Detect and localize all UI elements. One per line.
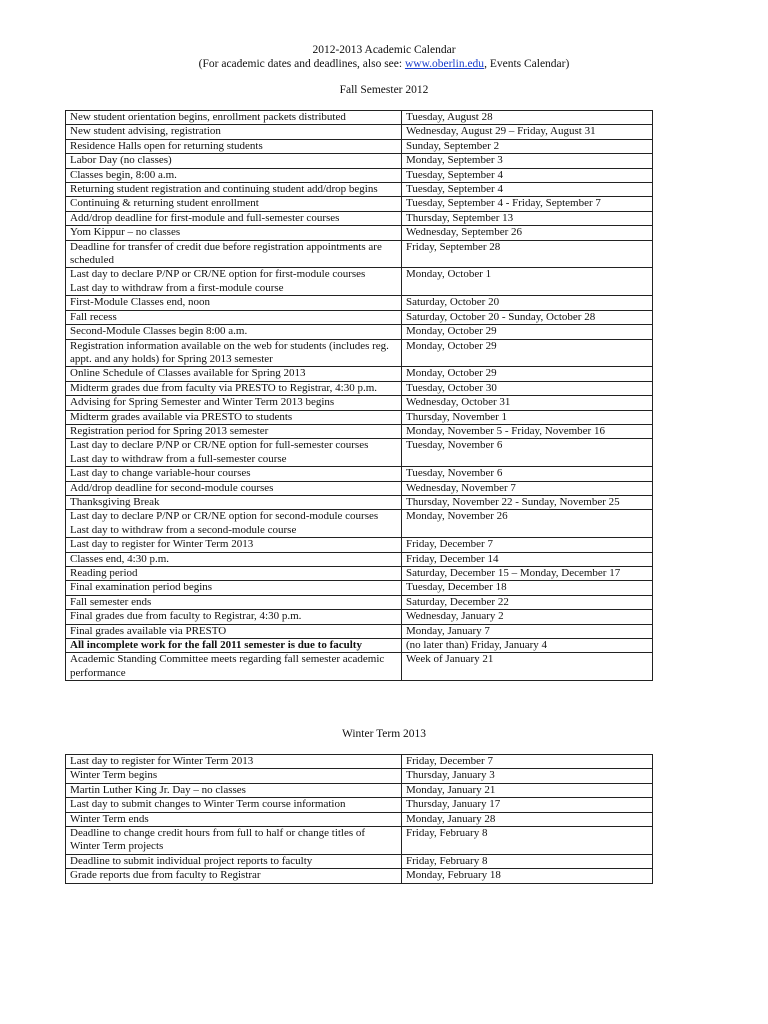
fall-semester-heading: Fall Semester 2012 — [339, 84, 429, 96]
date-cell: Thursday, January 17 — [402, 798, 653, 812]
event-text: Last day to register for Winter Term 2013 — [70, 755, 254, 767]
date-cell: Wednesday, November 7 — [402, 481, 653, 495]
table-row — [66, 624, 653, 638]
event-text: Final grades due from faculty to Registrar, 4:30 p.m. — [70, 610, 302, 623]
winter-term-table — [65, 754, 653, 884]
event-text: Reading period — [70, 567, 138, 579]
event-cell — [66, 325, 402, 339]
date-cell: Friday, February 8 — [402, 827, 653, 855]
oberlin-link[interactable]: www.oberlin.edu — [404, 58, 485, 70]
table-row — [66, 812, 653, 826]
event-text: Classes end, 4:30 p.m. — [70, 552, 169, 565]
event-text: Deadline for transfer of credit due before registration appointments are scheduled — [70, 240, 382, 267]
event-cell — [66, 812, 402, 826]
event-cell — [66, 396, 402, 410]
table-row — [66, 481, 653, 495]
winter-term-heading: Winter Term 2013 — [341, 728, 427, 740]
event-text: Winter Term ends — [70, 812, 149, 825]
event-cell — [66, 339, 402, 367]
date-cell: Thursday, November 1 — [402, 410, 653, 424]
table-row — [66, 581, 653, 595]
event-text: Registration information available on the web for students (includes reg. appt. and any holds) for Spring 2013 semester — [70, 339, 389, 365]
table-row — [66, 610, 653, 624]
date-cell: Monday, November 26 — [402, 510, 653, 538]
date-cell: Tuesday, November 6 — [402, 467, 653, 481]
date-cell: Tuesday, August 28 — [402, 111, 653, 125]
date-cell: Monday, October 29 — [402, 367, 653, 381]
event-cell — [66, 783, 402, 797]
table-row — [66, 168, 653, 182]
event-cell — [66, 567, 402, 581]
event-text: Second-Module Classes begin 8:00 a.m. — [70, 325, 248, 338]
table-row — [66, 268, 653, 296]
table-row — [66, 240, 653, 268]
table-row — [66, 439, 653, 467]
event-cell — [66, 424, 402, 438]
event-cell — [66, 538, 402, 552]
event-text: Final grades available via PRESTO — [70, 624, 227, 637]
table-row — [66, 827, 653, 855]
event-text: Labor Day (no classes) — [70, 154, 172, 167]
event-cell — [66, 310, 402, 324]
table-row — [66, 567, 653, 581]
table-row — [66, 325, 653, 339]
table-row — [66, 538, 653, 552]
table-row — [66, 552, 653, 566]
table-row — [66, 424, 653, 438]
event-text: Returning student registration and continuing student add/drop begins — [70, 183, 378, 196]
date-cell: Monday, October 29 — [402, 325, 653, 339]
event-text: Fall recess — [70, 310, 117, 323]
event-cell — [66, 183, 402, 197]
event-cell — [66, 139, 402, 153]
date-cell: Thursday, November 22 - Sunday, November 25 — [402, 495, 653, 509]
event-text: Fall semester ends — [70, 595, 152, 608]
event-text-secondary: Last day to withdraw from a second-module course — [70, 523, 297, 536]
date-cell: Friday, September 28 — [402, 240, 653, 268]
date-cell: Wednesday, September 26 — [402, 226, 653, 240]
date-cell: Tuesday, October 30 — [402, 381, 653, 395]
event-cell — [66, 510, 402, 538]
event-text-secondary: Last day to withdraw from a first-module course — [70, 281, 284, 294]
event-cell — [66, 624, 402, 638]
date-cell: Friday, December 7 — [402, 755, 653, 769]
date-cell: Monday, January 28 — [402, 812, 653, 826]
date-cell: Friday, February 8 — [402, 854, 653, 868]
event-text: Residence Halls open for returning students — [70, 139, 263, 152]
event-text: Martin Luther King Jr. Day – no classes — [70, 783, 246, 796]
event-cell — [66, 755, 402, 769]
date-cell: Thursday, September 13 — [402, 211, 653, 225]
table-row — [66, 396, 653, 410]
date-cell: Wednesday, August 29 – Friday, August 31 — [402, 125, 653, 139]
table-row — [66, 154, 653, 168]
event-cell — [66, 296, 402, 310]
table-row — [66, 125, 653, 139]
date-cell: Saturday, October 20 - Sunday, October 28 — [402, 310, 653, 324]
subtitle-suffix: , Events Calendar) — [484, 58, 570, 70]
event-text: New student orientation begins, enrollment packets distributed — [70, 111, 346, 123]
table-row — [66, 510, 653, 538]
event-text: Continuing & returning student enrollment — [70, 197, 259, 210]
date-cell: Thursday, January 3 — [402, 769, 653, 783]
date-cell: Friday, December 14 — [402, 552, 653, 566]
event-cell — [66, 211, 402, 225]
table-row — [66, 339, 653, 367]
table-row — [66, 639, 653, 653]
table-row — [66, 755, 653, 769]
table-row — [66, 595, 653, 609]
event-cell — [66, 827, 402, 855]
event-cell — [66, 769, 402, 783]
date-cell: Monday, January 7 — [402, 624, 653, 638]
document-subtitle — [0, 57, 768, 71]
event-cell — [66, 410, 402, 424]
table-row — [66, 211, 653, 225]
table-row — [66, 653, 653, 681]
event-text: First-Module Classes end, noon — [70, 296, 210, 309]
date-cell: Monday, October 1 — [402, 268, 653, 296]
table-row — [66, 467, 653, 481]
event-cell — [66, 495, 402, 509]
event-text: Registration period for Spring 2013 semester — [70, 424, 269, 437]
table-row — [66, 783, 653, 797]
table-row — [66, 111, 653, 125]
event-text: Yom Kippur – no classes — [70, 226, 181, 239]
event-text: Deadline to change credit hours from full to half or change titles of Winter Term projects — [70, 827, 366, 853]
table-row — [66, 296, 653, 310]
event-text: Last day to submit changes to Winter Term course information — [70, 798, 346, 811]
date-cell: Wednesday, October 31 — [402, 396, 653, 410]
table-row — [66, 381, 653, 395]
subtitle-prefix: (For academic dates and deadlines, also see: — [198, 58, 405, 70]
date-cell: (no later than) Friday, January 4 — [402, 639, 653, 653]
event-cell — [66, 111, 402, 125]
date-cell: Tuesday, December 18 — [402, 581, 653, 595]
event-cell — [66, 854, 402, 868]
date-cell: Sunday, September 2 — [402, 139, 653, 153]
event-cell — [66, 125, 402, 139]
date-cell: Tuesday, November 6 — [402, 439, 653, 467]
date-cell: Monday, January 21 — [402, 783, 653, 797]
date-cell: Wednesday, January 2 — [402, 610, 653, 624]
table-row — [66, 367, 653, 381]
table-row — [66, 310, 653, 324]
table-row — [66, 798, 653, 812]
table-row — [66, 854, 653, 868]
table-row — [66, 869, 653, 883]
event-cell — [66, 168, 402, 182]
event-cell — [66, 197, 402, 211]
event-text: Deadline to submit individual project reports to faculty — [70, 854, 313, 867]
event-text: Academic Standing Committee meets regarding fall semester academic performance — [70, 653, 385, 679]
event-text: Last day to declare P/NP or CR/NE option for full-semester courses — [70, 439, 369, 452]
event-cell — [66, 481, 402, 495]
date-cell: Saturday, December 15 – Monday, December 17 — [402, 567, 653, 581]
event-text: Last day to declare P/NP or CR/NE option for second-module courses — [70, 510, 379, 523]
date-cell: Saturday, December 22 — [402, 595, 653, 609]
date-cell: Week of January 21 — [402, 653, 653, 681]
fall-semester-table — [65, 110, 653, 681]
event-text: Midterm grades available via PRESTO to students — [70, 410, 293, 423]
event-text: Last day to declare P/NP or CR/NE option for first-module courses — [70, 268, 366, 281]
event-text: Grade reports due from faculty to Registrar — [70, 869, 261, 882]
table-row — [66, 197, 653, 211]
event-text: Add/drop deadline for second-module courses — [70, 481, 274, 494]
table-row — [66, 495, 653, 509]
event-text: Winter Term begins — [70, 769, 158, 782]
event-cell — [66, 653, 402, 681]
event-text: Final examination period begins — [70, 581, 213, 594]
event-cell — [66, 367, 402, 381]
event-cell — [66, 439, 402, 467]
event-text: Classes begin, 8:00 a.m. — [70, 168, 177, 181]
event-text: All incomplete work for the fall 2011 semester is due to faculty — [70, 639, 362, 652]
document-title: 2012-2013 Academic Calendar — [312, 44, 456, 56]
date-cell: Monday, February 18 — [402, 869, 653, 883]
table-row — [66, 769, 653, 783]
event-cell — [66, 240, 402, 268]
event-cell — [66, 552, 402, 566]
event-text: Last day to register for Winter Term 2013 — [70, 538, 254, 551]
event-text: Advising for Spring Semester and Winter Term 2013 begins — [70, 396, 335, 409]
event-cell — [66, 595, 402, 609]
event-text: Last day to change variable-hour courses — [70, 467, 251, 480]
event-cell — [66, 639, 402, 653]
table-row — [66, 410, 653, 424]
date-cell: Monday, September 3 — [402, 154, 653, 168]
event-cell — [66, 268, 402, 296]
event-cell — [66, 381, 402, 395]
table-row — [66, 139, 653, 153]
event-cell — [66, 798, 402, 812]
date-cell: Friday, December 7 — [402, 538, 653, 552]
event-text: Online Schedule of Classes available for Spring 2013 — [70, 367, 306, 380]
event-cell — [66, 869, 402, 883]
event-text-secondary: Last day to withdraw from a full-semester course — [70, 452, 287, 465]
table-row — [66, 183, 653, 197]
date-cell: Monday, October 29 — [402, 339, 653, 367]
event-cell — [66, 226, 402, 240]
date-cell: Tuesday, September 4 — [402, 168, 653, 182]
table-row — [66, 226, 653, 240]
date-cell: Tuesday, September 4 — [402, 183, 653, 197]
event-cell — [66, 581, 402, 595]
event-text: Add/drop deadline for first-module and full-semester courses — [70, 211, 340, 224]
date-cell: Saturday, October 20 — [402, 296, 653, 310]
event-cell — [66, 467, 402, 481]
event-text: Thanksgiving Break — [70, 495, 160, 508]
date-cell: Monday, November 5 - Friday, November 16 — [402, 424, 653, 438]
event-cell — [66, 154, 402, 168]
event-text: New student advising, registration — [70, 125, 221, 138]
event-text: Midterm grades due from faculty via PRESTO to Registrar, 4:30 p.m. — [70, 381, 378, 394]
event-cell — [66, 610, 402, 624]
date-cell: Tuesday, September 4 - Friday, September 7 — [402, 197, 653, 211]
